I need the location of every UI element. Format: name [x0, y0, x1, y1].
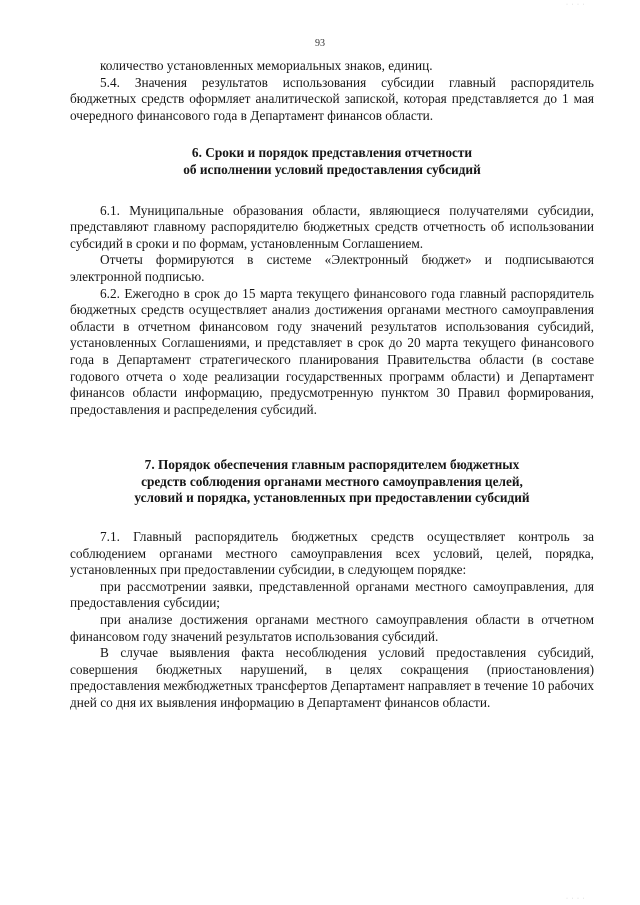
- page-number: 93: [315, 38, 325, 49]
- scan-artifact-top: · · · ·: [566, 2, 586, 8]
- section-heading: [70, 457, 594, 507]
- paragraph: 6.1. Муниципальные образования области, являющиеся получателями субсидии, представляют главному распорядителю бюджетных средств отчетность об использовании субсидий в сроки и по формам, установленным Соглашением.: [70, 202, 594, 251]
- paragraph: В случае выявления факта несоблюдения условий предоставления субсидий, совершения бюджетных нарушений, в целях сокращения (приостановления) предоставления межбюджетных трансфертов Департамент направляет в течение 10 рабочих дней со дня их выявления информацию в Департамент финансов области.: [70, 645, 594, 710]
- section-heading-line: условий и порядка, установленных при предоставлении субсидий: [134, 490, 530, 506]
- document-body: [70, 58, 594, 712]
- paragraph: 5.4. Значения результатов использования субсидии главный распорядитель бюджетных средств оформляет аналитической запиской, которая представляется до 1 мая очередного финансового года в Департамент финансов области.: [70, 74, 594, 123]
- spacer: [70, 418, 594, 457]
- spacer: [70, 507, 594, 529]
- spacer: [70, 124, 594, 145]
- spacer: [70, 179, 594, 203]
- section-heading-line: 7. Порядок обеспечения главным распорядителем бюджетных: [144, 457, 520, 473]
- paragraph: при рассмотрении заявки, представленной органами местного самоуправления, для предоставления субсидии;: [70, 578, 594, 611]
- paragraph: 6.2. Ежегодно в срок до 15 марта текущего финансового года главный распорядитель бюджетных средств осуществляет анализ достижения органами местного самоуправления области в отчетном финансовом году значений результатов использования субсидий, установленных Соглашениями, и представляет в срок до 20 марта текущего финансового года в Департамент стратегического планирования Правительства области (в составе годового отчета о ходе реализации государственных программ области) и Департамент финансов области информацию, предусмотренную пунктом 30 Правил формирования, предоставления и распределения субсидий.: [70, 285, 594, 417]
- paragraph: при анализе достижения органами местного самоуправления области в отчетном финансовом году значений результатов использования субсидий.: [70, 612, 594, 644]
- section-heading-line: средств соблюдения органами местного самоуправления целей,: [141, 473, 523, 489]
- paragraph: 7.1. Главный распорядитель бюджетных средств осуществляет контроль за соблюдением органами местного самоуправления всех условий, целей, порядка, установленных при предоставлении субсидии, в следующем порядке:: [70, 529, 594, 578]
- section-heading: [70, 145, 594, 178]
- paragraph: Отчеты формируются в системе «Электронный бюджет» и подписываются электронной подписью.: [70, 252, 594, 284]
- section-heading-line: 6. Сроки и порядок представления отчетности: [191, 145, 473, 161]
- scan-artifact-bottom: · · · ·: [566, 896, 586, 902]
- paragraph: количество установленных мемориальных знаков, единиц.: [100, 58, 433, 73]
- section-heading-line: об исполнении условий предоставления субсидий: [183, 161, 481, 177]
